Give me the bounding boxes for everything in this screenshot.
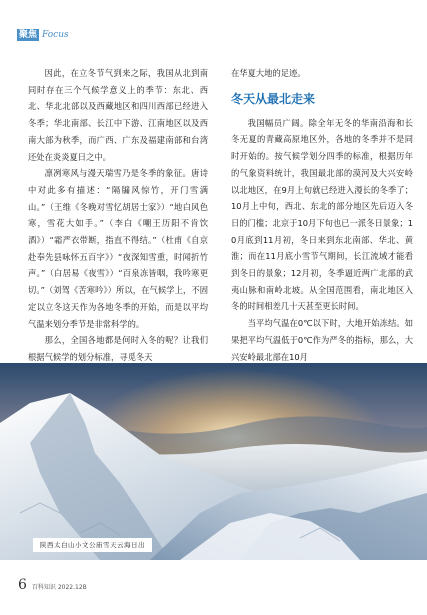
paragraph: 凛冽寒风与漫天瑞雪乃是冬季的象征。唐诗中对此多有描述：“隔牖风惊竹，开门雪满山。”（王维《冬晚对雪忆胡居士家》）“地白风色寒，雪花大如手。”（李白《嘲王历阳不肯饮酒》）“霜严衣带断，指直不得结。”（杜甫《自京赴奉先县咏怀五百字》）“夜深知雪重，时闻折竹声。”（白居易《夜雪》）“百泉冻皆咽，我吟寒更切。”（刘驾《苦寒吟》）所以，在气候学上，不固定以立冬这天作为各地冬季的开始，而是以平均气温来划分季节是非常科学的。 xyxy=(28,168,208,329)
section-tag: 聚焦 xyxy=(19,30,38,40)
section-title: 冬天从最北走来 xyxy=(231,91,316,106)
left-column xyxy=(28,65,208,366)
mountain-illustration xyxy=(0,363,427,560)
paragraph-continuation: 在华夏大地的足迹。 xyxy=(231,68,306,78)
section-label-en: Focus xyxy=(42,30,69,40)
page-footer xyxy=(18,577,87,593)
page-number: 6 xyxy=(18,577,27,593)
paragraph: 那么，全国各地都是何时入冬的呢？让我们根据气候学的划分标准，寻觅冬天 xyxy=(28,335,208,362)
photo-caption: 陕西太白山小文公庙雪天云海日出 xyxy=(33,538,152,552)
snowy-mountain-photo xyxy=(0,363,427,560)
paragraph: 当平均气温在0℃以下时，大地开始冻结。如果把平均气温低于0℃作为严冬的指标，那么，大兴安岭最北部在10月 xyxy=(231,318,413,362)
paragraph: 因此，在立冬节气到来之际，我国从北到南同时存在三个气候学意义上的季节：东北、西北、华北北部以及西藏地区和四川西部已经进入冬季；华北南部、长江中下游、江南地区以及西南大部为秋季，而广西、广东及福建南部和台湾还处在炎炎夏日之中。 xyxy=(28,68,208,162)
magazine-issue: 百科知识 2022.12B xyxy=(31,584,87,591)
section-header xyxy=(17,28,69,42)
right-column xyxy=(231,65,413,365)
paragraph: 我国幅员广阔。除全年无冬的华南沿海和长冬无夏的青藏高原地区外，各地的冬季并不是同时开始的。按气候学划分四季的标准，根据历年的气象资料统计，我国最北部的漠河及大兴安岭以北地区，在9月上旬就已经进入漫长的冬季了；10月上中旬，西北、东北的部分地区先后迈入冬日的门槛；北京于10月下旬也已一派冬日景象；10月底到11月初，冬日来到东北南部、华北、黄淮；而在11月底小雪节气期间，长江流域才能看到冬日的景象；12月初，冬季逼近两广北部的武夷山脉和南岭北坡。从全国范围看，南北地区入冬的时间相差几十天甚至更长时间。 xyxy=(231,117,413,312)
